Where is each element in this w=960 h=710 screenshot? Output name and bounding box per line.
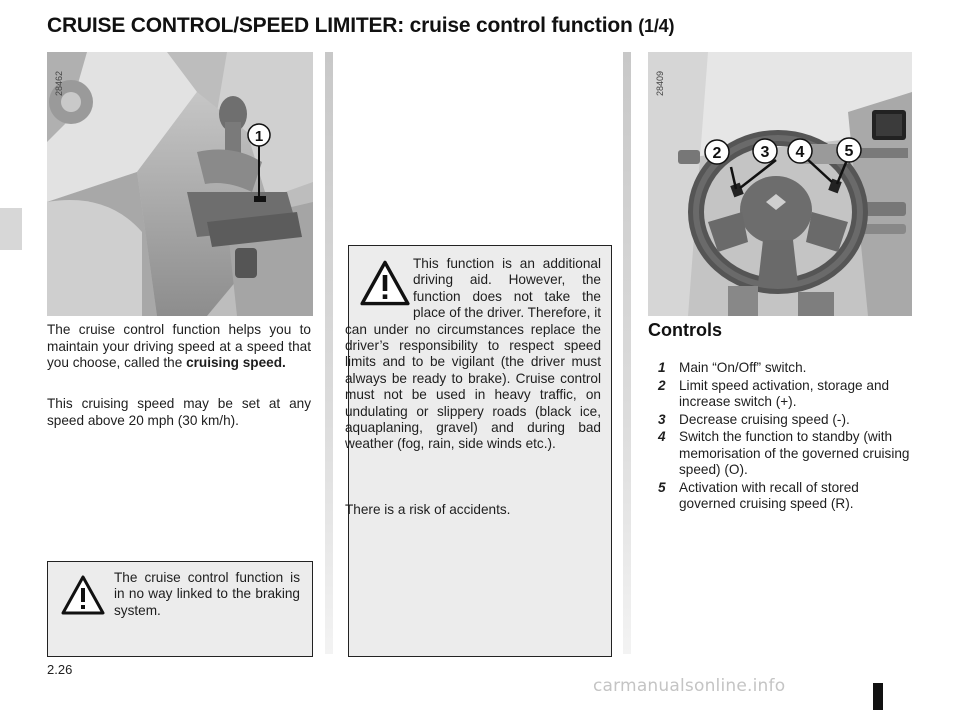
control-item [658, 480, 916, 513]
handbrake-area-illustration [47, 52, 313, 316]
control-description: Limit speed activation, storage and increase switch (+). [679, 377, 890, 409]
title-text: CRUISE CONTROL/SPEED LIMITER: cruise control function [47, 14, 633, 37]
control-description: Main “On/Off” switch. [679, 360, 807, 375]
callout-3-label: 3 [760, 144, 770, 161]
driving-aid-paragraph: This function is an additional driving aid. However, the function does not take the place of the driver. Therefore, it can under no circumstances replace the driver’s responsibility to respect speed limits and to be vigilant (the driver must always be ready to brake). Cruise control must not be used in heavy traffic, on undulating or slippery roads (black ice, aquaplaning, gravel) and during bad weather (fog, rain, side winds etc.). [345, 256, 601, 452]
steering-wheel-illustration [648, 52, 912, 316]
control-description: Switch the function to standby (with memorisation of the governed cruising speed) (O). [679, 429, 910, 477]
steering-wheel-photo [648, 52, 912, 316]
braking-warning-box [47, 561, 313, 657]
braking-warning-text: The cruise control function is in no way linked to the braking system. [114, 570, 300, 618]
cruising-speed-term: cruising speed. [186, 355, 286, 370]
intro-paragraph [47, 322, 311, 372]
control-description: Activation with recall of stored governed cruising speed (R). [679, 479, 859, 511]
page-title [47, 14, 674, 38]
watermark: carmanualsonline.info [593, 676, 786, 696]
page-corner-mark [873, 683, 883, 710]
icon-spacer [345, 256, 413, 320]
control-number: 1 [658, 360, 666, 375]
control-description: Decrease cruising speed (-). [679, 411, 850, 427]
control-number: 2 [658, 377, 666, 393]
page-number: 2.26 [47, 662, 73, 677]
photo-reference-code: 28462 [54, 70, 64, 96]
title-part-indicator: (1/4) [638, 16, 675, 36]
control-item [658, 412, 916, 429]
control-item [658, 429, 916, 479]
photo-reference-code: 28409 [655, 70, 665, 96]
control-item [658, 378, 916, 411]
driving-aid-warning-text [345, 256, 601, 453]
callout-2-label: 2 [712, 145, 722, 162]
control-number: 3 [658, 411, 666, 427]
intro-text: The cruise control function helps you to maintain your driving speed at a speed that you choose, called the [47, 322, 311, 370]
control-number: 4 [658, 429, 666, 444]
column-divider-left [325, 52, 333, 654]
controls-heading: Controls [648, 320, 722, 340]
warning-triangle-icon [60, 574, 106, 616]
handbrake-area-photo [47, 52, 313, 316]
callout-5-label: 5 [844, 143, 854, 160]
driving-aid-warning-box [345, 245, 612, 657]
controls-list [658, 360, 916, 514]
speed-note-paragraph: This cruising speed may be set at any speed above 20 mph (30 km/h). [47, 396, 311, 428]
chapter-side-tab [0, 208, 22, 250]
control-number: 5 [658, 479, 666, 495]
control-item [658, 360, 916, 377]
callout-1-label: 1 [254, 128, 264, 145]
callout-4-label: 4 [795, 144, 805, 161]
column-divider-right [623, 52, 631, 654]
accident-risk-text: There is a risk of accidents. [345, 502, 511, 517]
